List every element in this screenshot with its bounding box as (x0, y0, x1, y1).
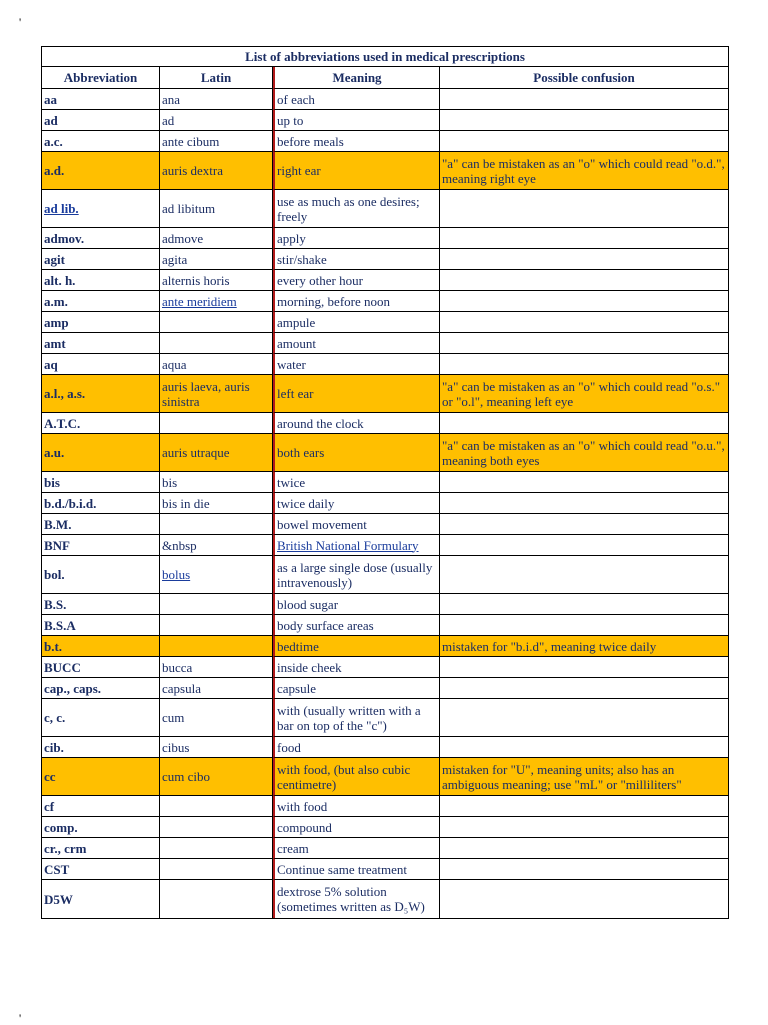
meaning-cell: before meals (273, 131, 440, 152)
confusion-cell (440, 817, 728, 838)
latin-cell (160, 556, 273, 594)
table-row (42, 291, 728, 312)
abbreviation-cell: a.u. (42, 434, 160, 472)
abbreviation-cell: admov. (42, 228, 160, 249)
table-row (42, 699, 728, 737)
meaning-cell: of each (273, 89, 440, 110)
meaning-cell: stir/shake (273, 249, 440, 270)
table-row (42, 817, 728, 838)
latin-cell: bucca (160, 657, 273, 678)
latin-cell (160, 291, 273, 312)
latin-link[interactable]: bolus (162, 567, 191, 582)
meaning-cell: apply (273, 228, 440, 249)
confusion-cell: mistaken for "U", meaning units; also has an ambiguous meaning; use "mL" or "milliliters" (440, 758, 728, 796)
confusion-cell (440, 270, 728, 291)
meaning-link[interactable]: British National Formulary (277, 537, 419, 553)
confusion-cell (440, 493, 728, 514)
table-row (42, 152, 728, 190)
abbreviation-cell: aa (42, 89, 160, 110)
confusion-cell (440, 594, 728, 615)
table-row (42, 556, 728, 594)
latin-cell: alternis horis (160, 270, 273, 291)
confusion-cell: "a" can be mistaken as an "o" which could read "o.s." or "o.l", meaning left eye (440, 375, 728, 413)
confusion-cell: "a" can be mistaken as an "o" which could read "o.u.", meaning both eyes (440, 434, 728, 472)
table-row (42, 131, 728, 152)
meaning-cell: bedtime (273, 636, 440, 657)
confusion-cell: "a" can be mistaken as an "o" which could read "o.d.", meaning right eye (440, 152, 728, 190)
table-row (42, 312, 728, 333)
abbreviation-cell: agit (42, 249, 160, 270)
meaning-cell: with food (273, 796, 440, 817)
abbreviation-cell: a.l., a.s. (42, 375, 160, 413)
confusion-cell (440, 699, 728, 737)
page-mark-bottom: ' (19, 1011, 22, 1025)
latin-cell (160, 859, 273, 880)
meaning-cell: cream (273, 838, 440, 859)
table-row (42, 413, 728, 434)
meaning-cell (273, 535, 440, 556)
latin-link[interactable]: ante meridiem (162, 293, 237, 309)
meaning-cell: twice (273, 472, 440, 493)
latin-cell: cum (160, 699, 273, 737)
latin-cell: auris utraque (160, 434, 273, 472)
abbreviation-cell: b.d./b.i.d. (42, 493, 160, 514)
table-row (42, 859, 728, 880)
header-abbreviation: Abbreviation (42, 67, 160, 89)
table-row (42, 375, 728, 413)
meaning-cell: with food, (but also cubic centimetre) (273, 758, 440, 796)
table-row (42, 838, 728, 859)
confusion-cell: mistaken for "b.i.d", meaning twice daily (440, 636, 728, 657)
meaning-cell: up to (273, 110, 440, 131)
page-mark-top: ' (19, 15, 22, 29)
table-row (42, 354, 728, 375)
abbreviation-cell: ad (42, 110, 160, 131)
table-row (42, 657, 728, 678)
confusion-cell (440, 413, 728, 434)
confusion-cell (440, 859, 728, 880)
latin-cell: auris dextra (160, 152, 273, 190)
table-row (42, 110, 728, 131)
abbreviation-cell: bis (42, 472, 160, 493)
table-row (42, 270, 728, 291)
header-possible-confusion: Possible confusion (440, 67, 728, 89)
abbreviation-cell: A.T.C. (42, 413, 160, 434)
latin-cell (160, 333, 273, 354)
table-row (42, 535, 728, 556)
header-latin: Latin (160, 67, 273, 89)
abbreviation-cell: comp. (42, 817, 160, 838)
abbreviation-cell: a.c. (42, 131, 160, 152)
meaning-cell: as a large single dose (usually intravenously) (273, 556, 440, 594)
confusion-cell (440, 678, 728, 699)
abbreviation-cell: D5W (42, 880, 160, 918)
latin-cell: ad libitum (160, 190, 273, 228)
confusion-cell (440, 535, 728, 556)
latin-cell: capsula (160, 678, 273, 699)
confusion-cell (440, 472, 728, 493)
meaning-cell: water (273, 354, 440, 375)
confusion-cell (440, 312, 728, 333)
meaning-cell: compound (273, 817, 440, 838)
table-row (42, 796, 728, 817)
latin-cell (160, 615, 273, 636)
abbreviation-cell: aq (42, 354, 160, 375)
table-row (42, 615, 728, 636)
meaning-cell: around the clock (273, 413, 440, 434)
table-row (42, 249, 728, 270)
table-row (42, 472, 728, 493)
latin-cell: admove (160, 228, 273, 249)
abbreviation-cell: cc (42, 758, 160, 796)
meaning-cell: body surface areas (273, 615, 440, 636)
confusion-cell (440, 89, 728, 110)
table-row (42, 636, 728, 657)
abbreviation-cell: BNF (42, 535, 160, 556)
confusion-cell (440, 354, 728, 375)
table-row (42, 594, 728, 615)
meaning-cell: both ears (273, 434, 440, 472)
table-title: List of abbreviations used in medical prescriptions (42, 47, 728, 67)
abbreviation-cell: c, c. (42, 699, 160, 737)
latin-cell (160, 817, 273, 838)
meaning-cell: ampule (273, 312, 440, 333)
table-row (42, 89, 728, 110)
meaning-cell: bowel movement (273, 514, 440, 535)
confusion-cell (440, 838, 728, 859)
table-row (42, 434, 728, 472)
abbreviation-cell: B.S. (42, 594, 160, 615)
latin-cell (160, 838, 273, 859)
latin-cell (160, 594, 273, 615)
meaning-cell: blood sugar (273, 594, 440, 615)
latin-cell: auris laeva, auris sinistra (160, 375, 273, 413)
table-row (42, 514, 728, 535)
abbreviation-cell: bol. (42, 556, 160, 594)
meaning-cell: food (273, 737, 440, 758)
confusion-cell (440, 657, 728, 678)
abbreviation-cell: B.S.A (42, 615, 160, 636)
abbreviation-cell: cib. (42, 737, 160, 758)
header-meaning: Meaning (273, 67, 440, 89)
confusion-cell (440, 796, 728, 817)
latin-cell: cibus (160, 737, 273, 758)
latin-cell (160, 796, 273, 817)
confusion-cell (440, 615, 728, 636)
confusion-cell (440, 556, 728, 594)
confusion-cell (440, 333, 728, 354)
latin-cell: ad (160, 110, 273, 131)
table-row (42, 758, 728, 796)
table-row (42, 333, 728, 354)
latin-cell: bis in die (160, 493, 273, 514)
meaning-cell: use as much as one desires; freely (273, 190, 440, 228)
abbreviation-cell: cap., caps. (42, 678, 160, 699)
confusion-cell (440, 249, 728, 270)
abbreviation-cell: cr., crm (42, 838, 160, 859)
confusion-cell (440, 514, 728, 535)
confusion-cell (440, 880, 728, 918)
latin-cell (160, 312, 273, 333)
latin-cell: aqua (160, 354, 273, 375)
latin-cell (160, 413, 273, 434)
abbreviation-cell: amp (42, 312, 160, 333)
meaning-cell: amount (273, 333, 440, 354)
latin-cell: ana (160, 89, 273, 110)
meaning-cell: with (usually written with a bar on top of the "c") (273, 699, 440, 737)
meaning-cell: morning, before noon (273, 291, 440, 312)
abbreviation-link[interactable]: ad lib. (44, 201, 79, 216)
meaning-cell: inside cheek (273, 657, 440, 678)
table-row (42, 190, 728, 228)
meaning-cell: capsule (273, 678, 440, 699)
abbreviation-cell: alt. h. (42, 270, 160, 291)
meaning-cell: left ear (273, 375, 440, 413)
meaning-cell: dextrose 5% solution (sometimes written as D₅W) (273, 880, 440, 918)
latin-cell: &nbsp (160, 535, 273, 556)
meaning-cell: right ear (273, 152, 440, 190)
abbreviation-cell: a.m. (42, 291, 160, 312)
latin-cell: bis (160, 472, 273, 493)
abbreviations-table (41, 46, 729, 919)
confusion-cell (440, 291, 728, 312)
table-row (42, 493, 728, 514)
confusion-cell (440, 737, 728, 758)
latin-cell (160, 636, 273, 657)
abbreviation-cell: cf (42, 796, 160, 817)
latin-cell: agita (160, 249, 273, 270)
abbreviation-cell: a.d. (42, 152, 160, 190)
meaning-cell: twice daily (273, 493, 440, 514)
confusion-cell (440, 110, 728, 131)
meaning-cell: Continue same treatment (273, 859, 440, 880)
latin-cell (160, 514, 273, 535)
abbreviation-cell: b.t. (42, 636, 160, 657)
latin-cell: cum cibo (160, 758, 273, 796)
latin-cell (160, 880, 273, 918)
latin-cell: ante cibum (160, 131, 273, 152)
confusion-cell (440, 131, 728, 152)
abbreviation-cell: CST (42, 859, 160, 880)
confusion-cell (440, 228, 728, 249)
abbreviation-cell (42, 190, 160, 228)
confusion-cell (440, 190, 728, 228)
table-row (42, 737, 728, 758)
table-row (42, 880, 728, 918)
abbreviation-cell: BUCC (42, 657, 160, 678)
table-row (42, 228, 728, 249)
abbreviation-cell: B.M. (42, 514, 160, 535)
header-row (42, 67, 728, 89)
meaning-cell: every other hour (273, 270, 440, 291)
table-row (42, 678, 728, 699)
abbreviation-cell: amt (42, 333, 160, 354)
